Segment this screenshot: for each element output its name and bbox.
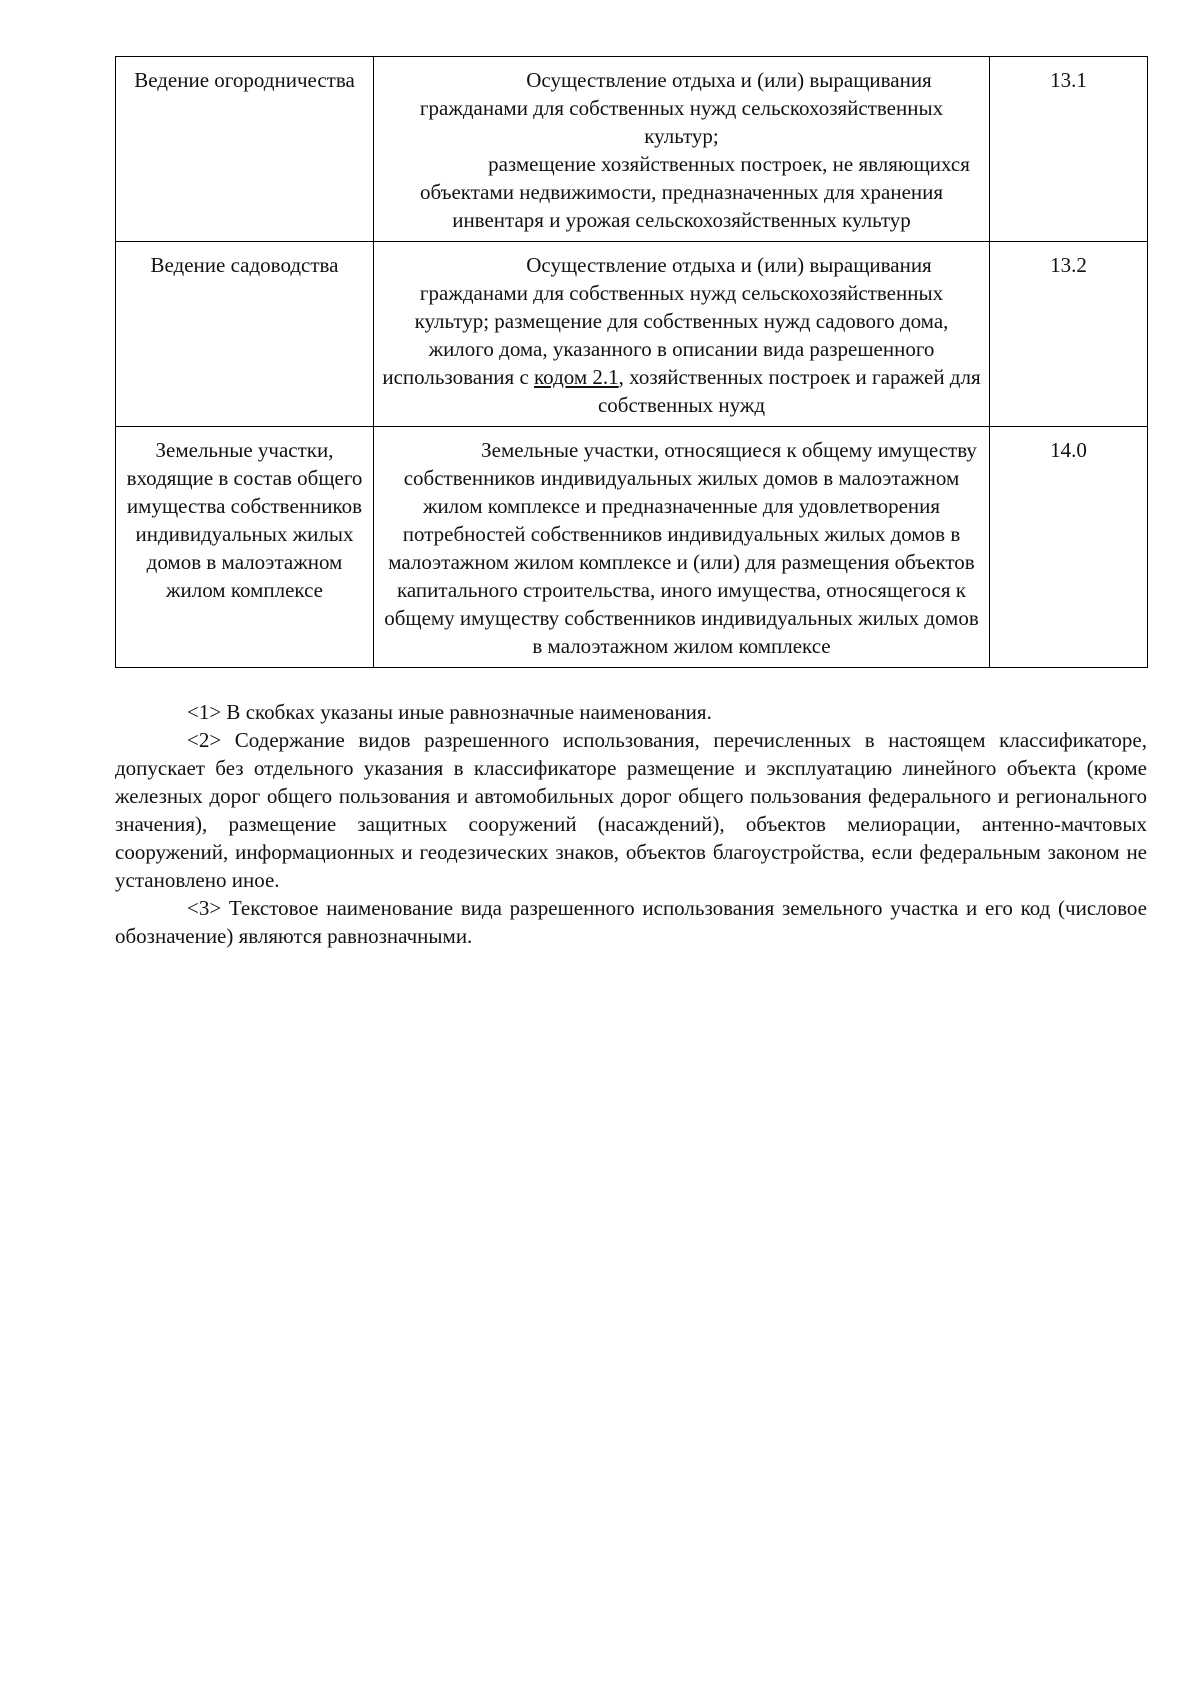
footnote-3: <3> Текстовое наименование вида разрешенного использования земельного участка и его код (числовое обозначение) являются равнозначными.	[115, 896, 1147, 948]
use-type-code: 14.0	[990, 427, 1148, 668]
code-reference-link[interactable]: кодом 2.1	[534, 365, 619, 389]
description-paragraph	[382, 251, 981, 419]
use-type-name: Ведение огородничества	[116, 57, 374, 242]
footnote-2: <2> Содержание видов разрешенного использования, перечисленных в настоящем классификаторе, допускает без отдельного указания в классификаторе размещение и эксплуатацию линейного объекта (кроме железных дорог общего пользования и автомобильных дорог общего пользования федерального и регионального значения), размещение защитных сооружений (насаждений), объектов мелиорации, антенно-мачтовых сооружений, информационных и геодезических знаков, объектов благоустройства, если федеральным законом не установлено иное.	[115, 728, 1147, 892]
use-type-name: Ведение садоводства	[116, 242, 374, 427]
use-type-code: 13.2	[990, 242, 1148, 427]
table-row	[116, 57, 1148, 242]
description-text: , хозяйственных построек и гаражей для собственных нужд	[597, 365, 981, 417]
footnotes	[115, 698, 1147, 950]
description-paragraph: Осуществление отдыха и (или) выращивания гражданами для собственных нужд сельскохозяйственных культур;	[419, 68, 944, 148]
use-type-description	[374, 57, 990, 242]
table-row	[116, 242, 1148, 427]
description-paragraph: размещение хозяйственных построек, не являющихся объектами недвижимости, предназначенных для хранения инвентаря и урожая сельскохозяйственных культур	[419, 152, 970, 232]
table-row	[116, 427, 1148, 668]
use-type-name: Земельные участки, входящие в состав общего имущества собственников индивидуальных жилых домов в малоэтажном жилом комплексе	[116, 427, 374, 668]
description-paragraph: Земельные участки, относящиеся к общему имуществу собственников индивидуальных жилых домов в малоэтажном жилом комплексе и предназначенные для удовлетворения потребностей собственников индивидуальных жилых домов в малоэтажном жилом комплексе и (или) для размещения объектов капитального строительства, иного имущества, относящегося к общему имуществу собственников индивидуальных жилых домов в малоэтажном жилом комплексе	[384, 438, 979, 658]
use-type-description	[374, 242, 990, 427]
document-page	[115, 56, 1147, 950]
footnote-1: <1> В скобках указаны иные равнозначные наименования.	[187, 700, 712, 724]
description-text: Осуществление отдыха и (или) выращивания гражданами для собственных нужд сельскохозяйственных культур; размещение для собственных нужд садового дома, жилого дома, указанного в описании вида разрешенного использования с	[382, 253, 949, 389]
land-use-classifier-table	[115, 56, 1148, 668]
use-type-code: 13.1	[990, 57, 1148, 242]
use-type-description	[374, 427, 990, 668]
